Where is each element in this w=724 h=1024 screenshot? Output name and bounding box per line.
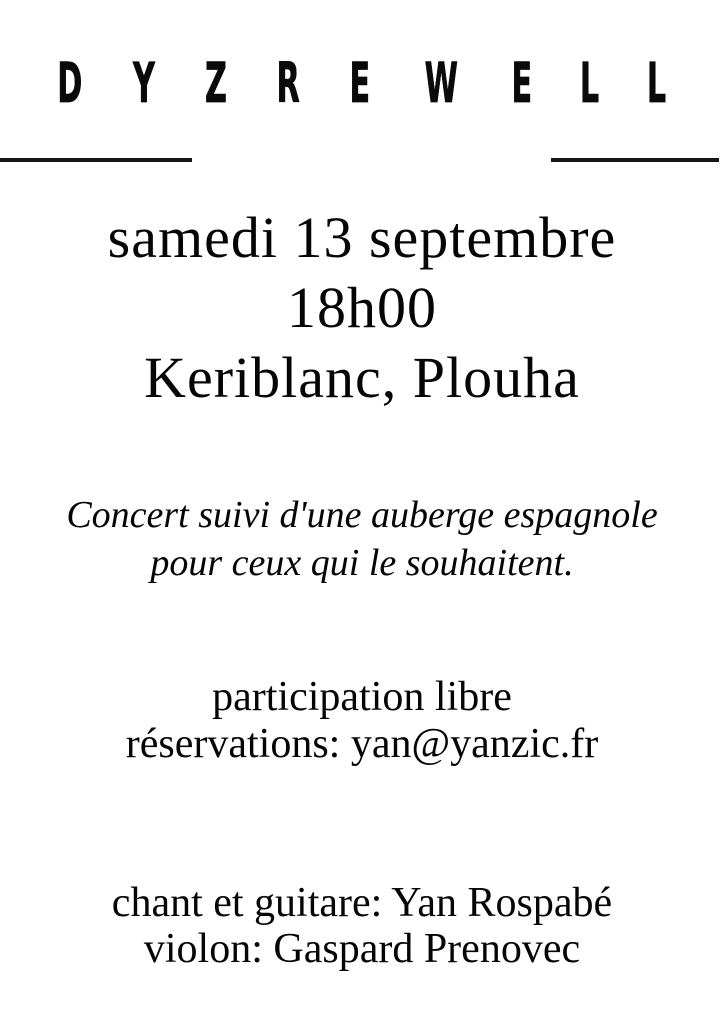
divider-line-right xyxy=(551,158,719,162)
event-note xyxy=(0,491,724,587)
event-time: 18h00 xyxy=(287,275,437,340)
title-letter: E xyxy=(511,51,533,115)
title-letter: L xyxy=(646,51,667,115)
title-letter: D xyxy=(57,51,83,115)
title-letter: E xyxy=(349,51,371,115)
header-divider xyxy=(0,158,724,162)
credit-guitar-vocals: chant et guitare: Yan Rospabé xyxy=(111,880,613,926)
participation-info xyxy=(0,674,724,768)
participation-line: participation libre xyxy=(212,674,512,720)
credit-violin: violon: Gaspard Prenovec xyxy=(143,926,581,972)
reservation-email-line: réservations: yan@yanzic.fr xyxy=(125,721,599,767)
performer-credits xyxy=(0,880,724,972)
divider-line-left xyxy=(0,158,192,162)
note-line-2: pour ceux qui le souhaitent. xyxy=(150,542,574,584)
poster-title xyxy=(47,51,674,115)
title-letter: L xyxy=(580,51,600,115)
title-letter: R xyxy=(276,51,301,115)
title-letter: W xyxy=(424,51,458,115)
event-details xyxy=(0,203,724,413)
event-location: Keriblanc, Plouha xyxy=(144,345,580,410)
event-date: samedi 13 septembre xyxy=(107,205,617,270)
title-letter: Z xyxy=(204,51,227,115)
note-line-1: Concert suivi d'une auberge espagnole xyxy=(66,494,658,536)
title-letter: Y xyxy=(133,51,156,115)
